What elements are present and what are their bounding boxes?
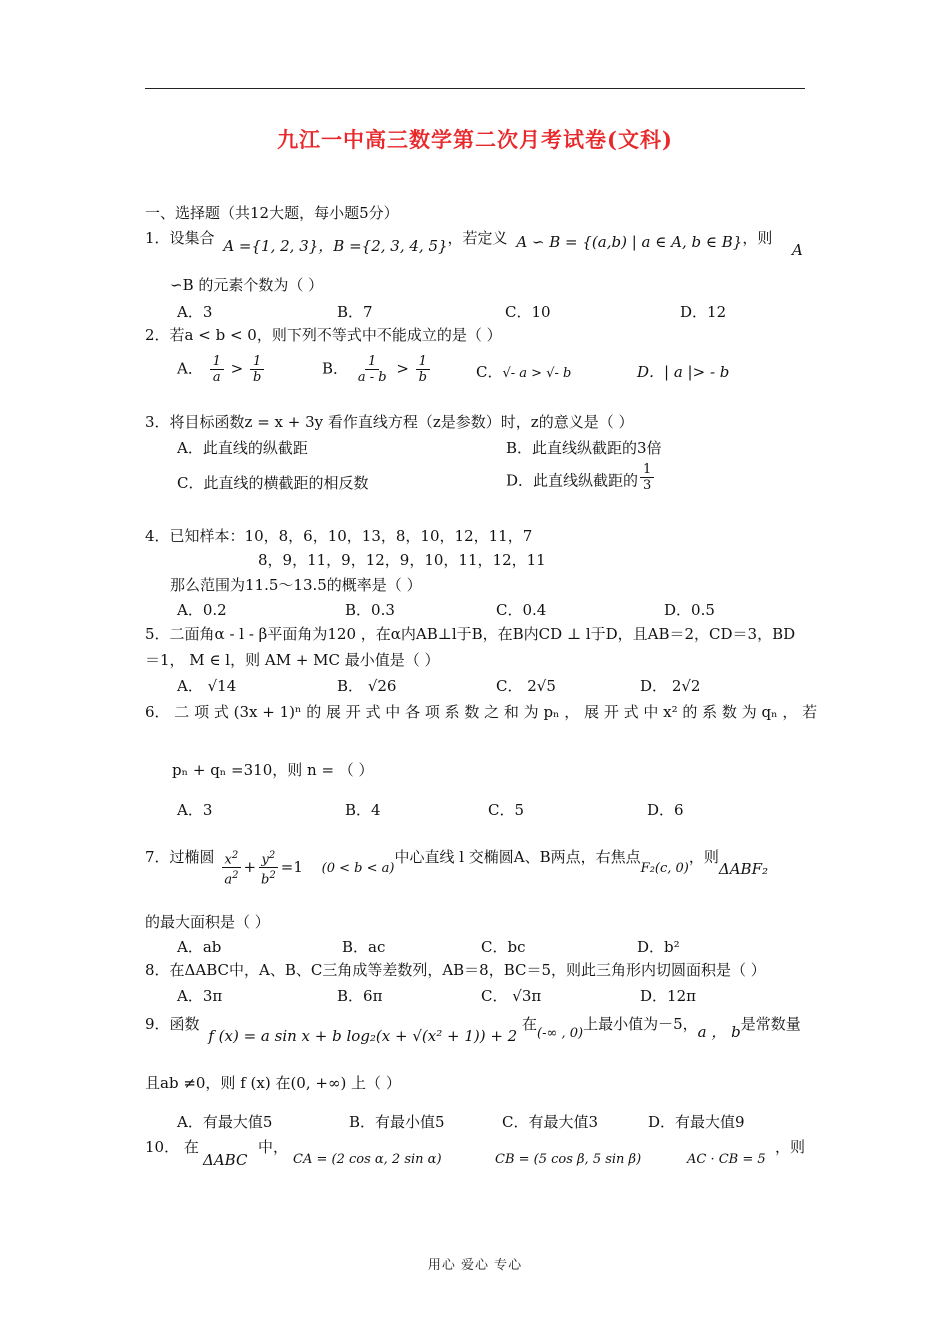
question-1-option-b: B．7 (337, 303, 373, 321)
section-heading: 一、选择题（共12大题，每小题5分） (145, 204, 399, 222)
question-7-option-b: B．ac (342, 938, 386, 956)
question-7-option-a: A．ab (177, 938, 222, 956)
question-9-option-b: B．有最小值5 (349, 1113, 445, 1131)
question-5-option-a: A． √14 (177, 677, 237, 695)
top-rule (145, 88, 805, 89)
question-9-line2: 且ab ≠0，则 f (x) 在(0, +∞) 上（ ） (145, 1074, 401, 1092)
question-10-dot-product: AC · CB = 5 (687, 1152, 766, 1167)
question-6-option-d: D．6 (647, 801, 684, 819)
question-4-option-c: C．0.4 (496, 601, 547, 619)
question-1-option-c: C．10 (505, 303, 551, 321)
question-4-stem: 4．已知样本：10，8，6，10，13，8，10，12，11，7 (145, 527, 533, 545)
question-9-option-c: C．有最大值3 (502, 1113, 599, 1131)
question-9-stem: 9．函数 f (x) = a sin x + b log₂(x + √(x² + 1)) + 2 在(-∞ , 0)上最小值为－5，a ， b是常数量 (145, 1015, 801, 1045)
question-3-option-d: D．此直线纵截距的 $\frac{1}{3}$ (506, 466, 656, 497)
question-1-a: A (792, 241, 803, 259)
question-7-option-d: D．b² (637, 938, 680, 956)
question-1-line2: ∽B 的元素个数为（ ） (170, 276, 324, 294)
question-1-option-d: D．12 (680, 303, 727, 321)
question-4-line3: 那么范围为11.5～13.5的概率是（ ） (170, 576, 422, 594)
question-3-stem: 3．将目标函数z = x + 3y 看作直线方程（z是参数）时，z的意义是（ ） (145, 413, 634, 431)
question-4-option-a: A．0.2 (177, 601, 227, 619)
question-1-option-a: A．3 (177, 303, 213, 321)
question-2-option-d: D．| a |> - b (637, 363, 730, 381)
question-5-option-d: D． 2√2 (640, 677, 701, 695)
question-8-option-d: D．12π (640, 987, 696, 1005)
question-10-mid: 中， (258, 1138, 289, 1156)
question-6-option-b: B．4 (345, 801, 381, 819)
question-4-line2: 8，9，11，9，12，9，10，11，12，11 (258, 551, 546, 569)
question-8-option-b: B．6π (337, 987, 383, 1005)
question-8-option-a: A．3π (177, 987, 223, 1005)
question-3-option-a: A．此直线的纵截距 (177, 439, 308, 457)
question-3-option-c: C．此直线的横截距的相反数 (177, 474, 369, 492)
question-10-triangle: ΔABC (203, 1151, 248, 1169)
question-8-stem: 8．在ΔABC中，A、B、C三角成等差数列，AB＝8，BC＝5，则此三角形内切圆面积是（ ） (145, 961, 766, 979)
question-8-option-c: C． √3π (481, 987, 542, 1005)
question-10-then: ，则 (775, 1138, 806, 1156)
question-2-option-a: A． $\frac{1}{a}$ > $\frac{1}{b}$ (177, 354, 266, 385)
question-3-option-b: B．此直线纵截距的3倍 (506, 439, 662, 457)
question-2-option-b: B． $\frac{1}{a - b}$ > $\frac{1}{b}$ (322, 354, 432, 385)
question-7-stem: 7．过椭圆 $\frac{x^2}{a^2}$ + $\frac{y^2}{b^2}$ =1 (0 < b < a)中心直线 l 交椭圆A、B两点，右焦点F₂(c, 0)，则ΔABF₂ (145, 847, 768, 888)
question-10-vector-ca: CA = (2 cos α, 2 sin α) (293, 1152, 442, 1167)
question-10-vector-cb: CB = (5 cos β, 5 sin β) (495, 1152, 642, 1167)
question-6-line2: pₙ + qₙ =310，则 n = （ ） (172, 761, 374, 779)
question-6-option-a: A．3 (177, 801, 213, 819)
question-6-stem: 6． 二 项 式 (3x + 1)ⁿ 的 展 开 式 中 各 项 系 数 之 和 为 pₙ ， 展 开 式 中 x² 的 系 数 为 qₙ ， 若 (145, 703, 818, 721)
question-5-stem: 5．二面角α - l - β平面角为120 ，在α内AB⊥l于B，在B内CD ⊥ l于D，且AB＝2，CD＝3，BD (145, 625, 796, 643)
question-2-stem: 2．若a < b < 0，则下列不等式中不能成立的是（ ） (145, 326, 502, 344)
question-9-option-d: D．有最大值9 (648, 1113, 745, 1131)
question-10-stem: 10． 在 (145, 1138, 199, 1156)
page-title: 九江一中高三数学第二次月考试卷(文科) (277, 127, 673, 152)
question-7-option-c: C．bc (481, 938, 526, 956)
question-1-stem: 1．设集合 A ={1, 2, 3}，B ={2, 3, 4, 5}，若定义 A ∽ B = {(a,b) | a ∈ A, b ∈ B}，则 (145, 229, 773, 255)
question-5-option-b: B． √26 (337, 677, 397, 695)
question-6-option-c: C．5 (488, 801, 525, 819)
question-7-line2: 的最大面积是（ ） (145, 913, 270, 931)
question-9-option-a: A．有最大值5 (177, 1113, 273, 1131)
question-5-option-c: C． 2√5 (496, 677, 556, 695)
question-5-line2: ＝1， M ∈ l，则 AM + MC 最小值是（ ） (145, 651, 440, 669)
question-2-option-c: C．√- a > √- b (476, 363, 572, 381)
question-4-option-b: B．0.3 (345, 601, 395, 619)
question-4-option-d: D．0.5 (664, 601, 715, 619)
page-footer: 用心 爱心 专心 (427, 1258, 523, 1273)
